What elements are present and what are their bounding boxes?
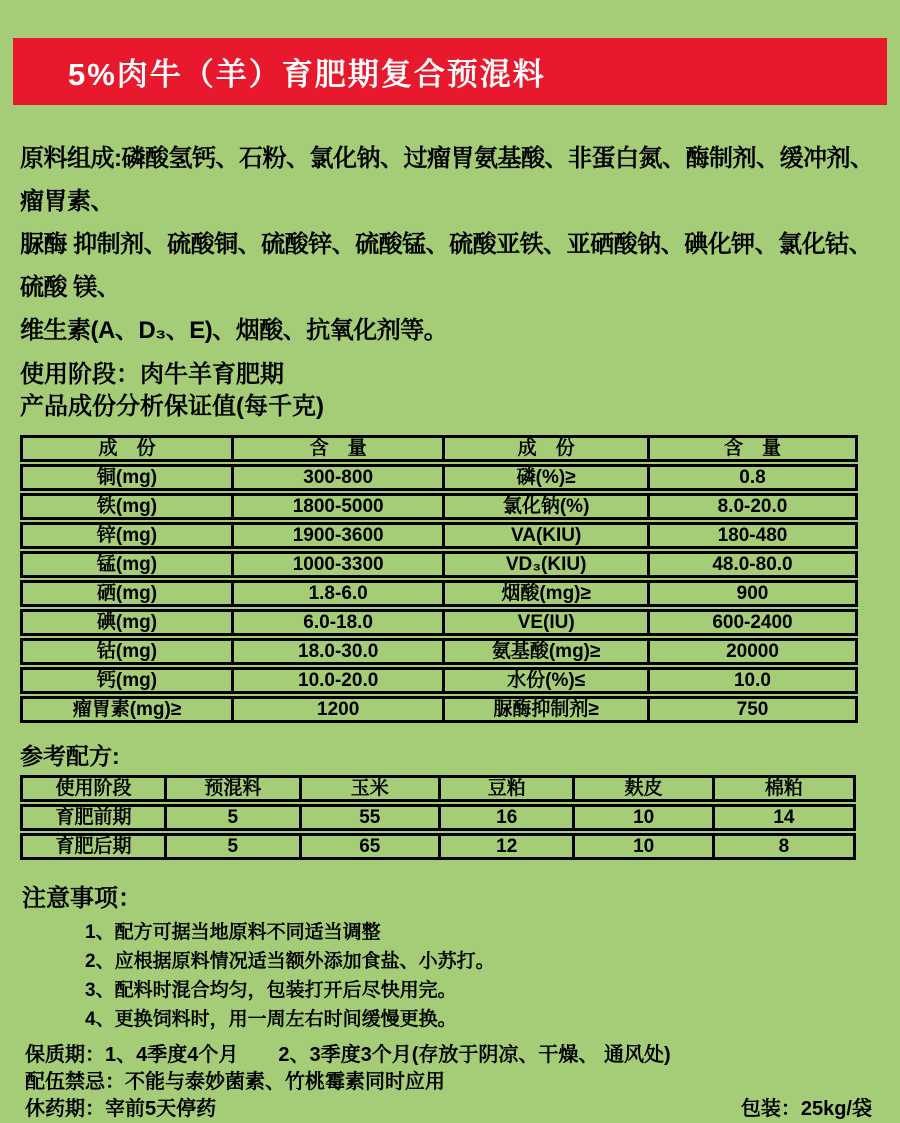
notice-list: [85, 918, 900, 1034]
table-cell: 铜(mg): [96, 467, 158, 488]
table-cell: 育肥前期: [55, 807, 132, 828]
table-cell: 10: [572, 836, 711, 857]
table-cell: 12: [438, 836, 572, 857]
title-banner: [13, 38, 887, 105]
table-row: [20, 551, 858, 578]
table-cell: 1200: [231, 699, 442, 720]
table-cell: 8.0-20.0: [647, 496, 855, 517]
table-cell: 14: [712, 807, 853, 828]
table-cell: 5: [164, 807, 298, 828]
table-cell: 48.0-80.0: [647, 554, 855, 575]
composition-line: 脲酶 抑制剂、硫酸铜、硫酸锌、硫酸锰、硫酸亚铁、亚硒酸钠、碘化钾、氯化钴、硫酸 镁、: [20, 231, 873, 301]
table-cell: 5: [164, 836, 298, 857]
table-cell: 脲酶抑制剂≥: [442, 699, 647, 720]
footer-info: [25, 1042, 884, 1123]
table-row: [20, 833, 856, 860]
table-cell: 锰(mg): [96, 554, 158, 575]
table-cell: 瘤胃素(mg)≥: [72, 699, 182, 720]
table-cell: 0.8: [647, 467, 855, 488]
notice-item: 1、配方可据当地原料不同适当调整: [85, 922, 381, 943]
table-cell: 锌(mg): [96, 525, 158, 546]
table-row: [20, 493, 858, 520]
table-cell: VD₃(KIU): [442, 554, 647, 575]
table-cell: 300-800: [231, 467, 442, 488]
table-row: [20, 464, 858, 491]
table-cell: 钴(mg): [96, 641, 158, 662]
table-header-cell: 豆粕: [438, 778, 572, 799]
withdrawal-period-label: 休药期：宰前5天停药: [25, 1098, 217, 1120]
incompatibility-line: 配伍禁忌：不能与泰妙菌素、竹桃霉素同时应用: [25, 1071, 445, 1093]
table-cell: 8: [712, 836, 853, 857]
table-row: [20, 580, 858, 607]
product-title: 5%肉牛（羊）育肥期复合预混料: [68, 57, 546, 92]
table-header-row: [20, 775, 856, 802]
table-header-cell: 含 量: [647, 438, 855, 459]
table-header-cell: 成 份: [442, 438, 647, 459]
table-cell: 55: [299, 807, 438, 828]
table-cell: 烟酸(mg)≥: [442, 583, 647, 604]
table-cell: 氯化钠(%): [442, 496, 647, 517]
table-cell: 600-2400: [647, 612, 855, 633]
table-cell: VE(IU): [442, 612, 647, 633]
table-cell: 65: [299, 836, 438, 857]
table-header-cell: 预混料: [164, 778, 298, 799]
package-spec-label: 包装：25kg/袋: [740, 1098, 872, 1120]
usage-stage-label: 使用阶段：肉牛羊育肥期: [20, 361, 284, 388]
table-cell: 10.0: [647, 670, 855, 691]
notices-title: 注意事项：: [22, 885, 142, 912]
table-header-cell: 玉米: [299, 778, 438, 799]
table-cell: 900: [647, 583, 855, 604]
table-header-cell: 使用阶段: [55, 778, 132, 799]
table-row: [20, 667, 858, 694]
table-row: [20, 696, 858, 723]
table-cell: 180-480: [647, 525, 855, 546]
table-cell: VA(KIU): [442, 525, 647, 546]
table-row: [20, 609, 858, 636]
table-cell: 10.0-20.0: [231, 670, 442, 691]
table-cell: 1.8-6.0: [231, 583, 442, 604]
reference-formula-table: [20, 775, 856, 860]
table-header-cell: 棉粕: [712, 778, 853, 799]
raw-material-composition: [20, 137, 884, 352]
table-cell: 钙(mg): [96, 670, 158, 691]
reference-formula-title: 参考配方:: [20, 743, 120, 769]
table-row: [20, 522, 858, 549]
table-cell: 水份(%)≤: [442, 670, 647, 691]
composition-line: 原料组成:磷酸氢钙、石粉、氯化钠、过瘤胃氨基酸、非蛋白氮、酶制剂、缓冲剂、瘤胃素、: [20, 145, 874, 215]
guarantee-analysis-title: 产品成份分析保证值(每千克): [20, 393, 324, 420]
table-header-row: [20, 435, 858, 462]
notice-item: 4、更换饲料时，用一周左右时间缓慢更换。: [85, 1009, 457, 1030]
table-cell: 6.0-18.0: [231, 612, 442, 633]
table-cell: 750: [647, 699, 855, 720]
analysis-guarantee-table: [20, 435, 858, 723]
table-cell: 10: [572, 807, 711, 828]
notice-item: 3、配料时混合均匀，包装打开后尽快用完。: [85, 980, 457, 1001]
table-row: [20, 638, 858, 665]
table-row: [20, 804, 856, 831]
table-cell: 硒(mg): [96, 583, 158, 604]
table-cell: 18.0-30.0: [231, 641, 442, 662]
composition-line: 维生素(A、D₃、E)、烟酸、抗氧化剂等。: [20, 317, 448, 344]
table-cell: 1900-3600: [231, 525, 442, 546]
table-cell: 氨基酸(mg)≥: [442, 641, 647, 662]
shelf-life-line: 保质期：1、4季度4个月 2、3季度3个月(存放于阴凉、干燥、 通风处): [25, 1044, 671, 1066]
table-header-cell: 麸皮: [572, 778, 711, 799]
table-cell: 育肥后期: [55, 836, 132, 857]
table-cell: 1800-5000: [231, 496, 442, 517]
table-cell: 16: [438, 807, 572, 828]
table-cell: 20000: [647, 641, 855, 662]
table-header-cell: 成 份: [98, 438, 156, 459]
table-cell: 1000-3300: [231, 554, 442, 575]
footer-last-line: [25, 1096, 884, 1123]
notice-item: 2、应根据原料情况适当额外添加食盐、小苏打。: [85, 951, 495, 972]
table-cell: 铁(mg): [96, 496, 158, 517]
table-header-cell: 含 量: [231, 438, 442, 459]
table-cell: 碘(mg): [96, 612, 158, 633]
table-cell: 磷(%)≥: [442, 467, 647, 488]
